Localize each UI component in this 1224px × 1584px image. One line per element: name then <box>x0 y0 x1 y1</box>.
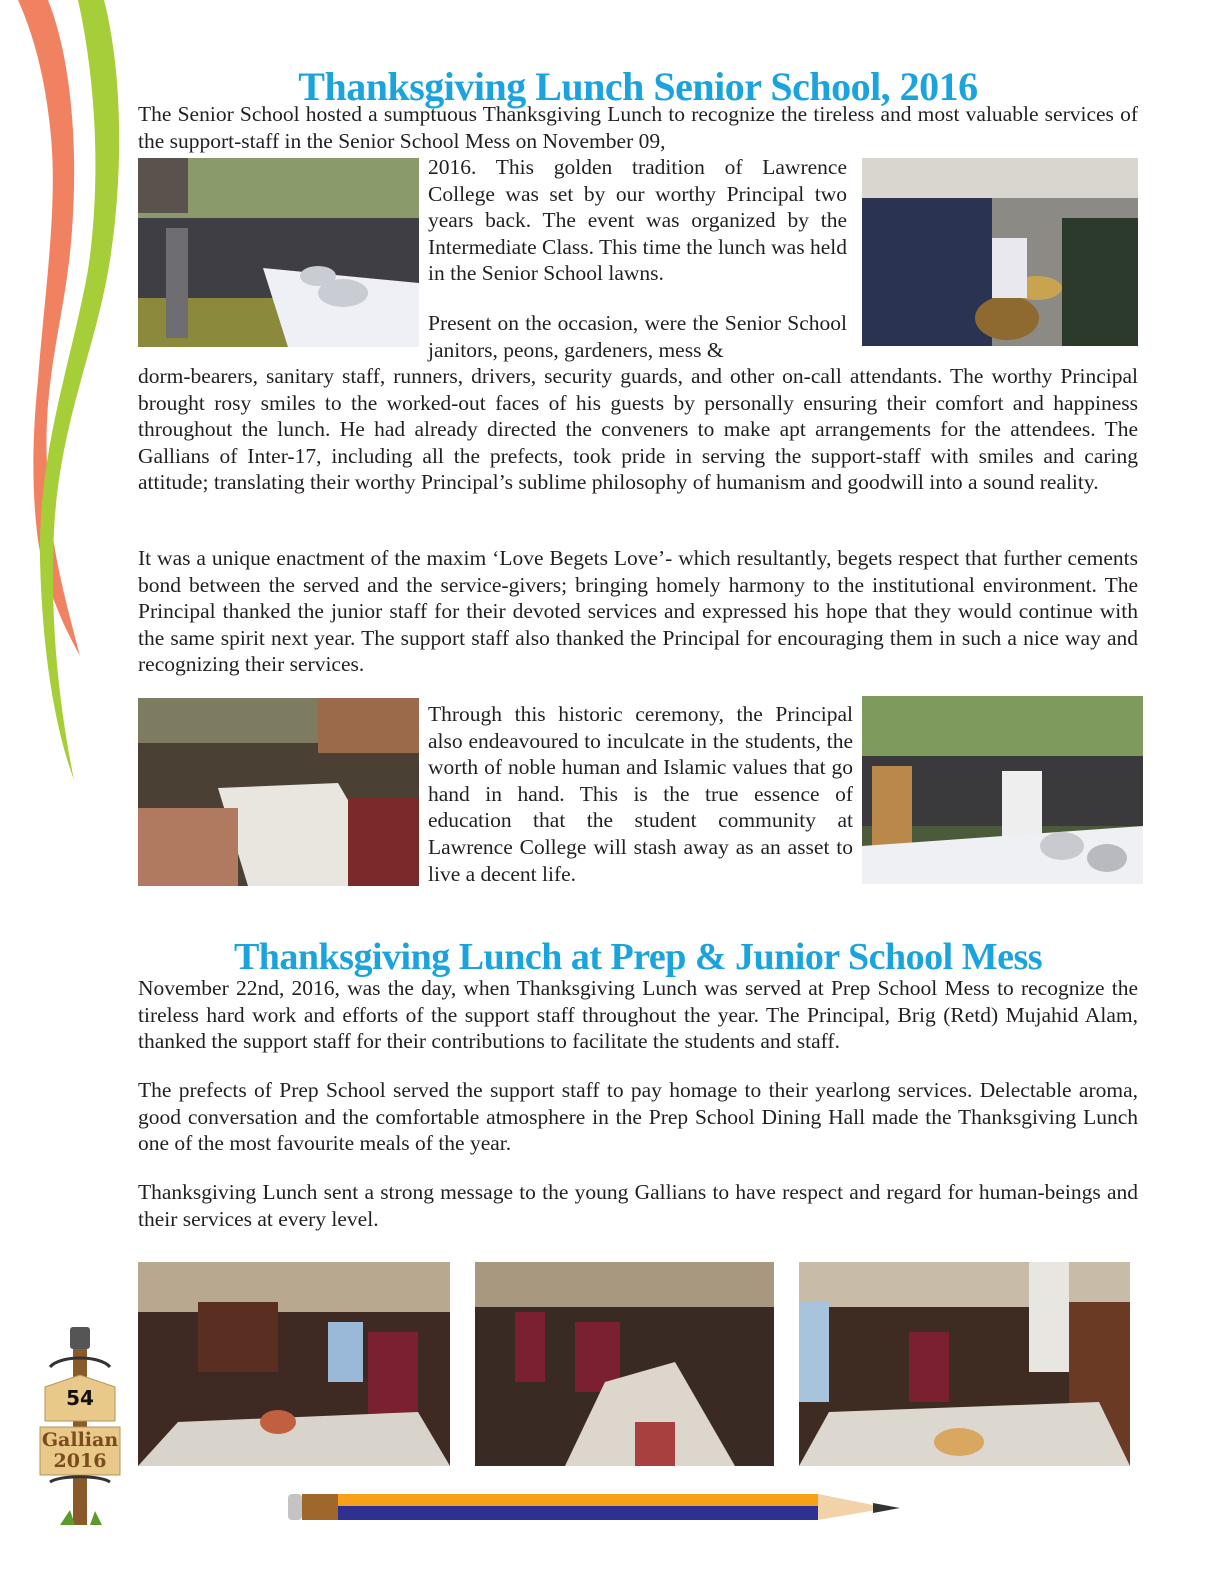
prep-paragraph-3: Thanksgiving Lunch sent a strong message to the young Gallians to have respect and regard for human-beings and their services at every level. <box>138 1180 1138 1231</box>
section-title-prep: Thanksgiving Lunch at Prep & Junior School Mess <box>233 936 1043 979</box>
photo-dining-hall-2 <box>475 1262 774 1466</box>
photo-dining-hall-3 <box>799 1262 1130 1466</box>
magazine-brand <box>38 1430 122 1472</box>
continued-paragraph: dorm-bearers, sanitary staff, runners, drivers, security guards, and other on-call attendants. The worthy Principal brought rosy smiles to the worked-out faces of his guests by personally ensuring their comfort and happiness throughout the lunch. He had already directed the conveners to make apt arrangements for the attendees. The Gallians of Inter-17, including all the prefects, took pride in serving the support-staff with smiles and caring attitude; translating their worthy Principal’s sublime philosophy of humanism and goodwill into a sound reality. <box>138 364 1138 495</box>
prep-paragraph-1: November 22nd, 2016, was the day, when Thanksgiving Lunch was served at Prep School Mess to recognize the tireless hard work and efforts of the support staff throughout the year. The Principal, Brig (Retd) Mujahid Alam, thanked the support staff for their contributions to facilitate the students and staff. <box>138 976 1138 1054</box>
photo-guests-eating <box>138 698 419 886</box>
photo-students-serving <box>862 158 1138 346</box>
intro-paragraph: The Senior School hosted a sumptuous Thanksgiving Lunch to recognize the tireless and most valuable services of the support-staff in the Senior School Mess on November 09, <box>138 102 1138 153</box>
photo-lawn-buffet <box>138 158 419 347</box>
signpost-icon <box>30 1325 130 1525</box>
maxim-paragraph: It was a unique enactment of the maxim ‘Love Begets Love’- which resultantly, begets respect that further cements bond between the served and the service-givers; bringing homely harmony to the institutional environment. The Principal thanked the junior staff for their devoted services and expressed his hope that they would continue with the same spirit next year. The support staff also thanked the Principal for encouraging them in such a nice way and recognizing their services. <box>138 546 1138 677</box>
photo-dining-hall-1 <box>138 1262 450 1466</box>
decorative-swoosh <box>0 0 140 800</box>
photo-buffet-chafing <box>862 696 1143 884</box>
page-number: 54 <box>66 1386 94 1410</box>
brand-name: Gallian <box>41 1429 119 1451</box>
section-title-senior: Thanksgiving Lunch Senior School, 2016 <box>298 63 978 109</box>
prep-paragraph-2: The prefects of Prep School served the support staff to pay homage to their yearlong services. Delectable aroma, good conversation and the comfortable atmosphere in the Prep School Dining Hall made the Thanksgiving Lunch one of the most favourite meals of the year. <box>138 1078 1138 1156</box>
brand-year: 2016 <box>53 1450 107 1472</box>
middle-paragraph-a: 2016. This golden tradition of Lawrence College was set by our worthy Principal two years back. The event was organized by the Intermediate Class. This time the lunch was held in the Senior School lawns. <box>428 155 847 286</box>
ceremony-paragraph: Through this historic ceremony, the Principal also endeavoured to inculcate in the students, the worth of noble human and Islamic values that go hand in hand. This is the true essence of education that the student community at Lawrence College will stash away as an asset to live a decent life. <box>428 702 853 886</box>
middle-paragraph-b: Present on the occasion, were the Senior School janitors, peons, gardeners, mess & <box>428 311 847 362</box>
pencil-icon <box>288 1490 933 1522</box>
